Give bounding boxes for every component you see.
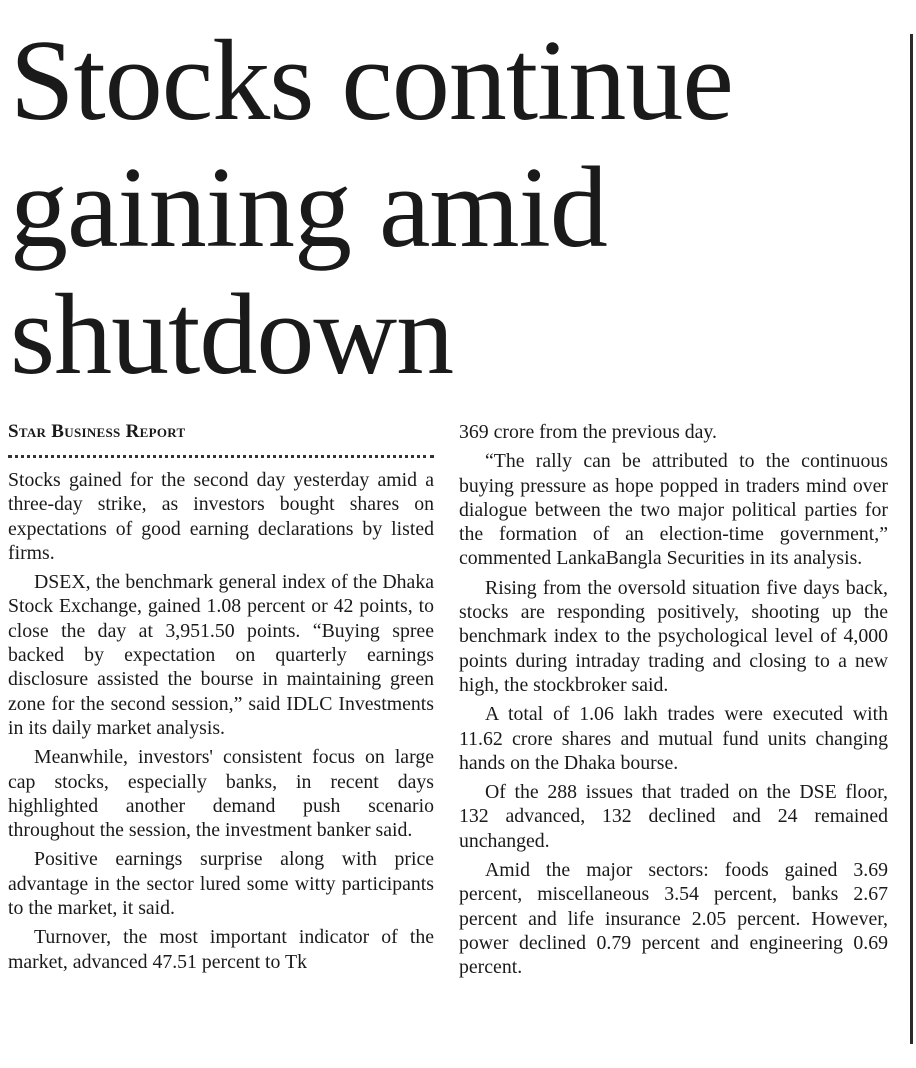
column-rule <box>910 34 913 1044</box>
paragraph: Rising from the oversold situation five days back, stocks are responding positively, shooting up the benchmark index to the psychological level of 4,000 points during intraday trading and closing to a new high, the stockbroker said. <box>459 576 888 696</box>
paragraph: 369 crore from the previous day. <box>459 421 717 443</box>
article-column-right <box>459 420 888 985</box>
headline: Stocks continue gaining amid shutdown <box>10 17 733 399</box>
paragraph: Of the 288 issues that traded on the DSE floor, 132 advanced, 132 declined and 24 remained unchanged. <box>459 781 888 852</box>
paragraph: Amid the major sectors: foods gained 3.69 percent, miscellaneous 3.54 percent, banks 2.67 percent and life insurance 2.05 percent. However, power declined 0.79 percent and engineering 0.69 percent. <box>459 859 888 979</box>
paragraph: DSEX, the benchmark general index of the Dhaka Stock Exchange, gained 1.08 percent or 42 points, to close the day at 3,951.50 points. “Buying spree backed by expectation on quarterly earnings disclosure assisted the bourse in maintaining green zone for the second session,” said IDLC Investments in its daily market analysis. <box>8 571 434 739</box>
article-column-left <box>8 420 434 979</box>
byline-dotted-rule <box>8 455 434 458</box>
paragraph: “The rally can be attributed to the continuous buying pressure as hope popped in traders mind over dialogue between the two major political parties for the formation of an election-time government,” commented LankaBangla Securities in its analysis. <box>459 450 888 570</box>
paragraph: Stocks gained for the second day yesterday amid a three-day strike, as investors bought shares on expectations of good earning declarations by listed firms. <box>8 469 434 564</box>
paragraph: Turnover, the most important indicator of the market, advanced 47.51 percent to Tk <box>8 926 434 973</box>
paragraph: Meanwhile, investors' consistent focus on large cap stocks, especially banks, in recent days highlighted another demand push scenario throughout the session, the investment banker said. <box>8 746 434 842</box>
paragraph: Positive earnings surprise along with price advantage in the sector lured some witty participants to the market, it said. <box>8 848 434 920</box>
paragraph: A total of 1.06 lakh trades were executed with 11.62 crore shares and mutual fund units changing hands on the Dhaka bourse. <box>459 703 888 774</box>
byline: Star Business Report <box>8 421 186 442</box>
